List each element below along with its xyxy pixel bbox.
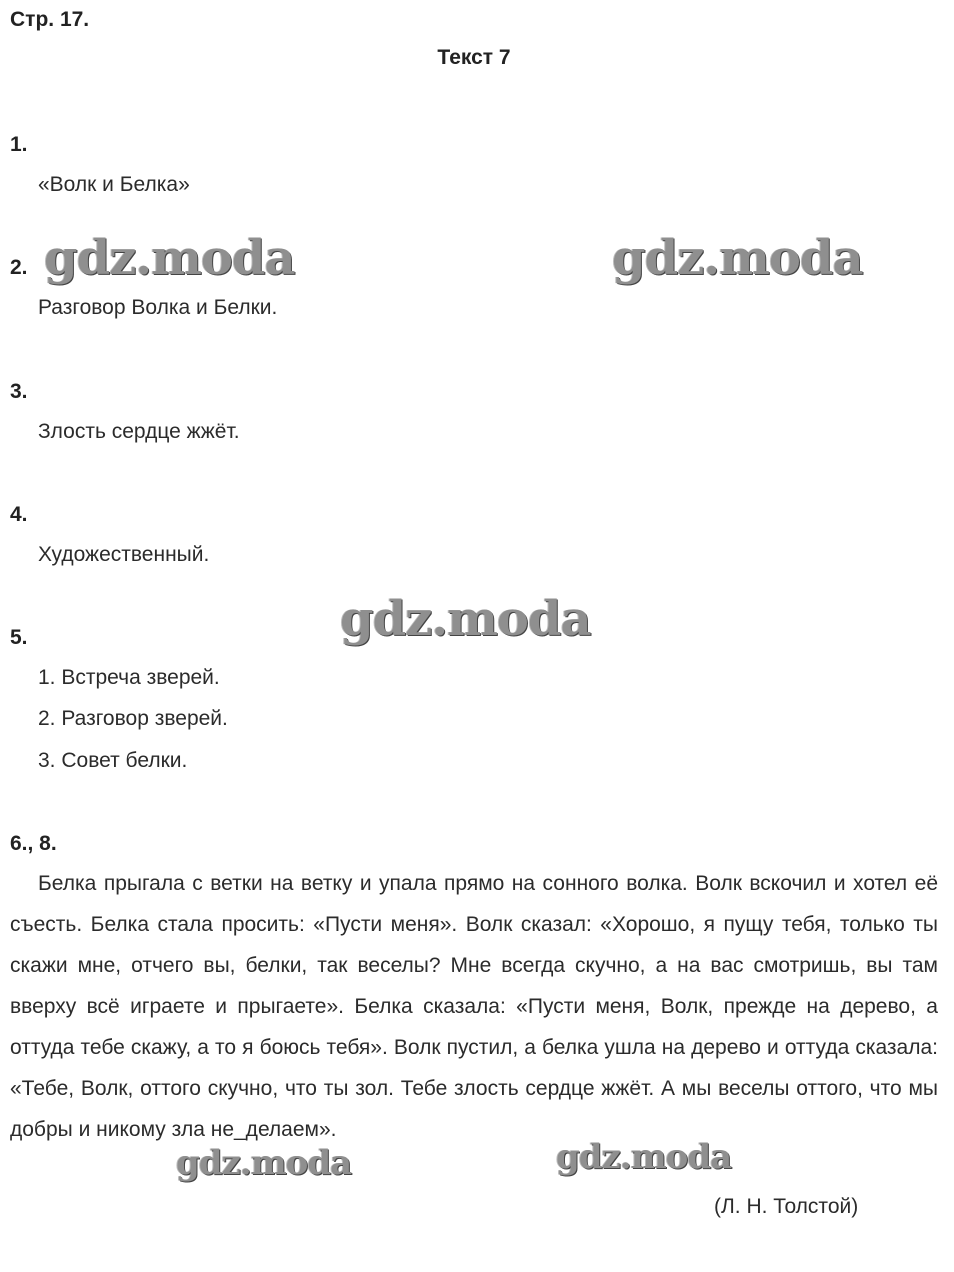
watermark-logo: gdz.moda [340, 591, 591, 647]
story-text-content: Белка прыгала с ветки на ветку и упала прямо на сонного волка. Волк вскочил и хотел её съесть. Белка стала просить: «Пусти меня». Волк сказал: «Хорошо, я пущу тебя, только ты скажи мне, отчего вы, белки, так веселы? Мне всегда скучно, а на вас смотришь, вы там вверху всё играете и прыгаете». Белка сказала: «Пусти меня, Волк, прежде на дерево, а оттуда тебе скажу, а то я боюсь тебя». Волк пустил, а белка ушла на дерево и оттуда сказала: «Тебе, Волк, оттого скучно, что ты зол. Тебе злость сердце жжёт. А мы веселы оттого, что мы добры и никому зла не_делаем». [10, 872, 938, 1141]
page-reference: Стр. 17. [10, 8, 90, 31]
watermark-logo: gdz.moda [44, 230, 295, 286]
question-1-answer: «Волк и Белка» [38, 173, 190, 196]
plan-item: 1. Встреча зверей. [38, 666, 220, 689]
author-credit: (Л. Н. Толстой) [714, 1195, 859, 1218]
watermark-logo: gdz.moda [176, 1143, 352, 1183]
watermark-logo: gdz.moda [612, 230, 863, 286]
question-2-answer: Разговор Волка и Белки. [38, 296, 278, 319]
watermark-logo: gdz.moda [556, 1137, 732, 1177]
plan-item: 3. Совет белки. [38, 749, 188, 772]
question-1-number: 1. [10, 133, 28, 156]
question-3-number: 3. [10, 380, 28, 403]
question-4-number: 4. [10, 503, 28, 526]
question-5-number: 5. [10, 626, 28, 649]
page-title: Текст 7 [437, 46, 511, 69]
plan-item: 2. Разговор зверей. [38, 707, 228, 730]
question-4-answer: Художественный. [38, 543, 210, 566]
story-text [10, 863, 938, 1150]
question-3-answer: Злость сердце жжёт. [38, 420, 240, 443]
question-6-8-number: 6., 8. [10, 832, 57, 855]
question-2-number: 2. [10, 256, 28, 279]
